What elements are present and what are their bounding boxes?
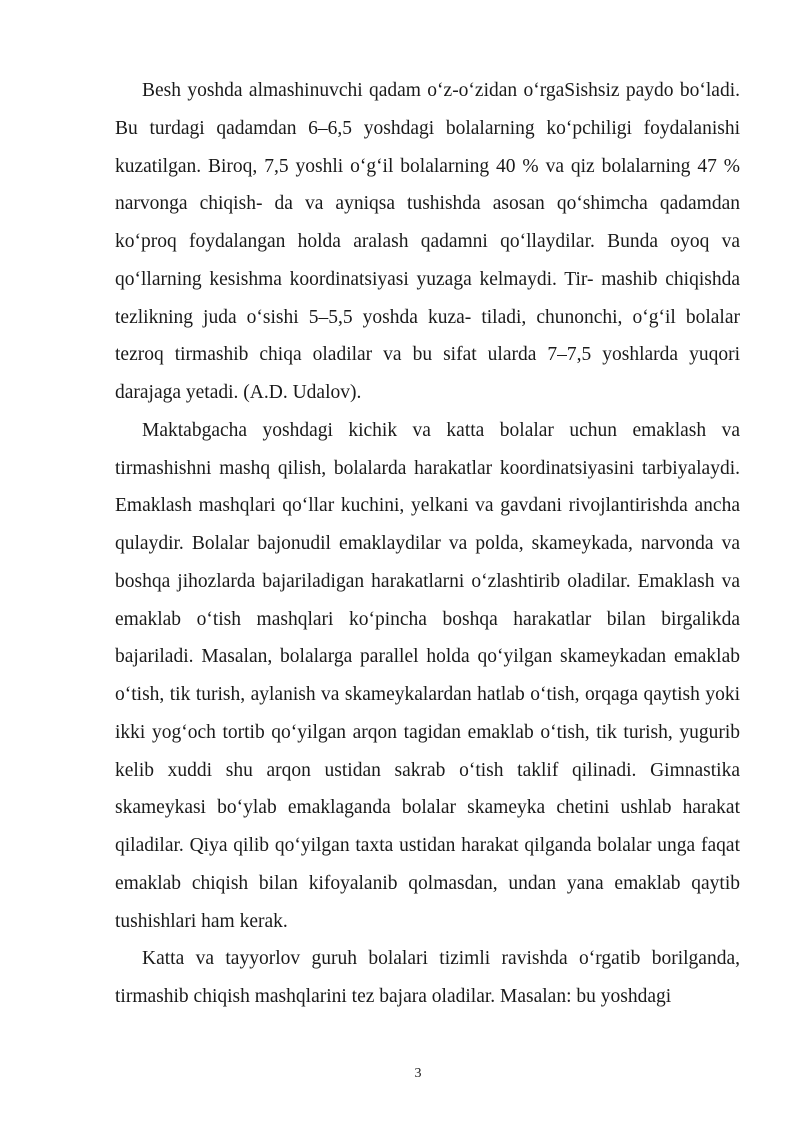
page-number: 3	[414, 1066, 422, 1081]
body-text	[115, 72, 740, 1016]
paragraph-2: Maktabgacha yoshdagi kichik va katta bolalar uchun emaklash va tirmashishni mashq qilish, bolalarda harakatlar koordinatsiyasini tarbiyalaydi. Emaklash mashqlari qo‘llar kuchini, yelkani va gavdani rivojlantirishda ancha qulaydir. Bolalar bajonudil emaklaydilar va polda, skameykada, narvonda va boshqa jihozlarda bajariladigan harakatlarni o‘zlashtirib oladilar. Emaklash va emaklab o‘tish mashqlari ko‘pincha boshqa harakatlar bilan birgalikda bajariladi. Masalan, bolalarga parallel holda qo‘yilgan skameykadan emaklab o‘tish, tik turish, aylanish va skameykalardan hatlab o‘tish, orqaga qaytish yoki ikki yog‘och tortib qo‘yilgan arqon tagidan emaklab o‘tish, tik turish, yugurib kelib xuddi shu arqon ustidan sakrab o‘tish taklif qilinadi. Gimnastika skameykasi bo‘ylab emaklaganda bolalar skameyka chetini ushlab harakat qiladilar. Qiya qilib qo‘yilgan taxta ustidan harakat qilganda bolalar unga faqat emaklab chiqish bilan kifoyalanib qolmasdan, undan yana emaklab qaytib tushishlari ham kerak.	[115, 419, 740, 932]
paragraph-3: Katta va tayyorlov guruh bolalari tizimli ravishda o‘rgatib borilganda, tirmashib chiqish mashqlarini tez bajara oladilar. Masalan: bu yoshdagi	[115, 948, 740, 1007]
paragraph-1: Besh yoshda almashinuvchi qadam o‘z-o‘zidan o‘rgaSishsiz paydo bo‘ladi. Bu turdagi qadamdan 6–6,5 yoshdagi bolalarning ko‘pchiligi foydalanishi kuzatilgan. Biroq, 7,5 yoshli o‘g‘il bolalarning 40 % va qiz bolalarning 47 % narvonga chiqish- da va ayniqsa tushishda asosan qo‘shimcha qadamdan ko‘proq foydalangan holda aralash qadamni qo‘llaydilar. Bunda oyoq va qo‘llarning kesishma koordinatsiyasi yuzaga kelmaydi. Tir- mashib chiqishda tezlikning juda o‘sishi 5–5,5 yoshda kuza- tiladi, chunonchi, o‘g‘il bolalar tezroq tirmashib chiqa oladilar va bu sifat ularda 7–7,5 yoshlarda yuqori darajaga yetadi. (A.D. Udalov).	[115, 80, 740, 403]
